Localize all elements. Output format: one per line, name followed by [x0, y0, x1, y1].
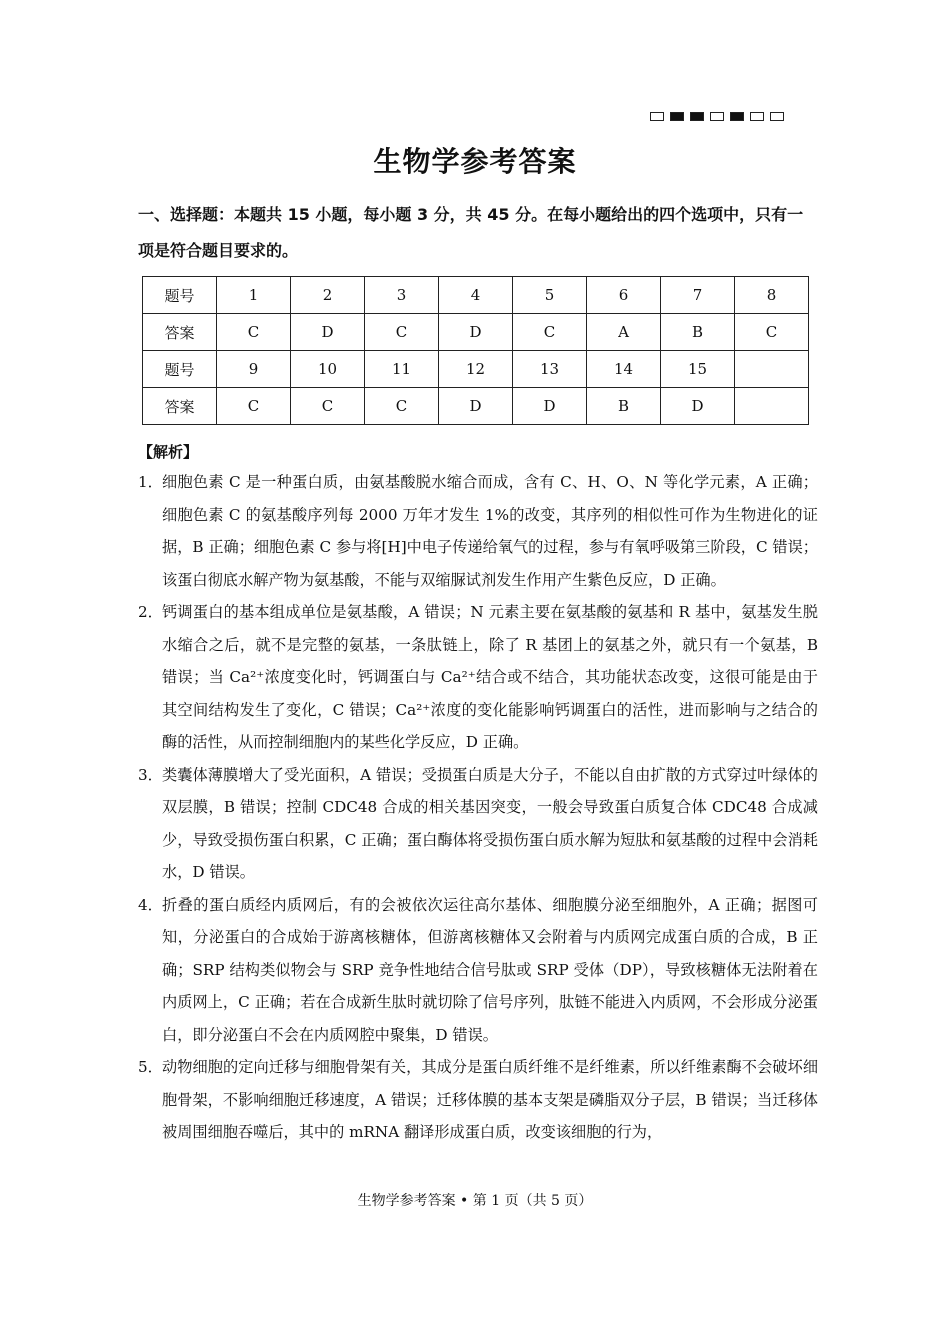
analysis-item [138, 759, 818, 889]
table-cell: 2 [291, 277, 365, 314]
table-cell: C [217, 314, 291, 351]
analysis-heading: 【解析】 [138, 443, 199, 461]
table-row [143, 351, 809, 388]
table-cell: 3 [365, 277, 439, 314]
table-cell: 1 [217, 277, 291, 314]
table-cell: C [735, 314, 809, 351]
header-marks [650, 112, 784, 121]
table-row-header: 答案 [143, 388, 217, 425]
analysis-item-text: 细胞色素 C 是一种蛋白质，由氨基酸脱水缩合而成，含有 C、H、O、N 等化学元素，A 正确；细胞色素 C 的氨基酸序列每 2000 万年才发生 1%的改变，其序列的相似性可作为生物进化的证据，B 正确；细胞色素 C 参与将[H]中电子传递给氧气的过程，参与有氧呼吸第三阶段，C 错误；该蛋白彻底水解产物为氨基酸，不能与双缩脲试剂发生作用产生紫色反应，D 正确。 [162, 473, 818, 589]
table-cell: D [439, 314, 513, 351]
header-mark [710, 112, 724, 121]
table-cell: 9 [217, 351, 291, 388]
header-mark [670, 112, 684, 121]
analysis-item-number: 5． [138, 1058, 163, 1076]
table-cell: 4 [439, 277, 513, 314]
header-mark [690, 112, 704, 121]
table-cell: C [291, 388, 365, 425]
analysis-list [138, 466, 818, 1149]
table-cell [735, 388, 809, 425]
table-row-header: 题号 [143, 277, 217, 314]
table-cell: 6 [587, 277, 661, 314]
table-cell: 15 [661, 351, 735, 388]
table-cell: D [513, 388, 587, 425]
table-cell: C [217, 388, 291, 425]
table-cell: 5 [513, 277, 587, 314]
table-cell: B [661, 314, 735, 351]
analysis-item-number: 4． [138, 895, 163, 914]
table-cell: 10 [291, 351, 365, 388]
header-mark [730, 112, 744, 121]
table-cell: C [513, 314, 587, 351]
table-cell: B [587, 388, 661, 425]
analysis-item-text: 折叠的蛋白质经内质网后，有的会被依次运往高尔基体、细胞膜分泌至细胞外，A 正确；据图可知，分泌蛋白的合成始于游离核糖体，但游离核糖体又会附着与内质网完成蛋白质的合成，B 正确；SRP 结构类似物会与 SRP 竞争性地结合信号肽或 SRP 受体（DP），导致核糖体无法附着在内质网上，C 正确；若在合成新生肽时就切除了信号序列，肽链不能进入内质网，不会形成分泌蛋白，即分泌蛋白不会在内质网腔中聚集，D 错误。 [162, 895, 818, 1044]
table-cell: 14 [587, 351, 661, 388]
page-footer: 生物学参考答案 • 第 1 页（共 5 页） [357, 1193, 593, 1209]
table-cell: D [291, 314, 365, 351]
table-cell: C [365, 314, 439, 351]
analysis-item-text: 类囊体薄膜增大了受光面积，A 错误；受损蛋白质是大分子，不能以自由扩散的方式穿过叶绿体的双层膜，B 错误；控制 CDC48 合成的相关基因突变，一般会导致蛋白质复合体 CDC48 合成减少，导致受损伤蛋白积累，C 正确；蛋白酶体将受损伤蛋白质水解为短肽和氨基酸的过程中会消耗水，D 错误。 [162, 765, 818, 881]
table-cell: 11 [365, 351, 439, 388]
analysis-item [138, 466, 818, 596]
analysis-item [138, 1051, 818, 1149]
analysis-item-number: 1． [138, 473, 163, 491]
table-cell: 12 [439, 351, 513, 388]
table-cell: C [365, 388, 439, 425]
table-cell [735, 351, 809, 388]
table-cell: 13 [513, 351, 587, 388]
table-cell: D [661, 388, 735, 425]
header-mark [750, 112, 764, 121]
answer-table [142, 276, 809, 425]
table-cell: A [587, 314, 661, 351]
section-instructions: 一、选择题：本题共 15 小题，每小题 3 分，共 45 分。在每小题给出的四个选项中，只有一项是符合题目要求的。 [138, 205, 804, 260]
analysis-item [138, 889, 818, 1052]
table-cell: D [439, 388, 513, 425]
analysis-item-number: 2． [138, 603, 163, 621]
table-cell: 7 [661, 277, 735, 314]
table-row [143, 277, 809, 314]
page-title: 生物学参考答案 [373, 145, 577, 178]
table-row [143, 388, 809, 425]
table-row-header: 答案 [143, 314, 217, 351]
analysis-item [138, 596, 818, 759]
table-row [143, 314, 809, 351]
analysis-item-number: 3． [138, 765, 163, 784]
analysis-item-text: 钙调蛋白的基本组成单位是氨基酸，A 错误；N 元素主要在氨基酸的氨基和 R 基中，氨基发生脱水缩合之后，就不是完整的氨基，一条肽链上，除了 R 基团上的氨基之外，就只有一个氨基，B 错误；当 Ca²⁺浓度变化时，钙调蛋白与 Ca²⁺结合或不结合，其功能状态改变，这很可能是由于其空间结构发生了变化，C 错误；Ca²⁺浓度的变化能影响钙调蛋白的活性，进而影响与之结合的酶的活性，从而控制细胞内的某些化学反应，D 正确。 [162, 603, 818, 751]
table-row-header: 题号 [143, 351, 217, 388]
table-cell: 8 [735, 277, 809, 314]
analysis-item-text: 动物细胞的定向迁移与细胞骨架有关，其成分是蛋白质纤维不是纤维素，所以纤维素酶不会破坏细胞骨架，不影响细胞迁移速度，A 错误；迁移体膜的基本支架是磷脂双分子层，B 错误；当迁移体被周围细胞吞噬后，其中的 mRNA 翻译形成蛋白质，改变该细胞的行为， [162, 1058, 818, 1141]
header-mark [650, 112, 664, 121]
header-mark [770, 112, 784, 121]
